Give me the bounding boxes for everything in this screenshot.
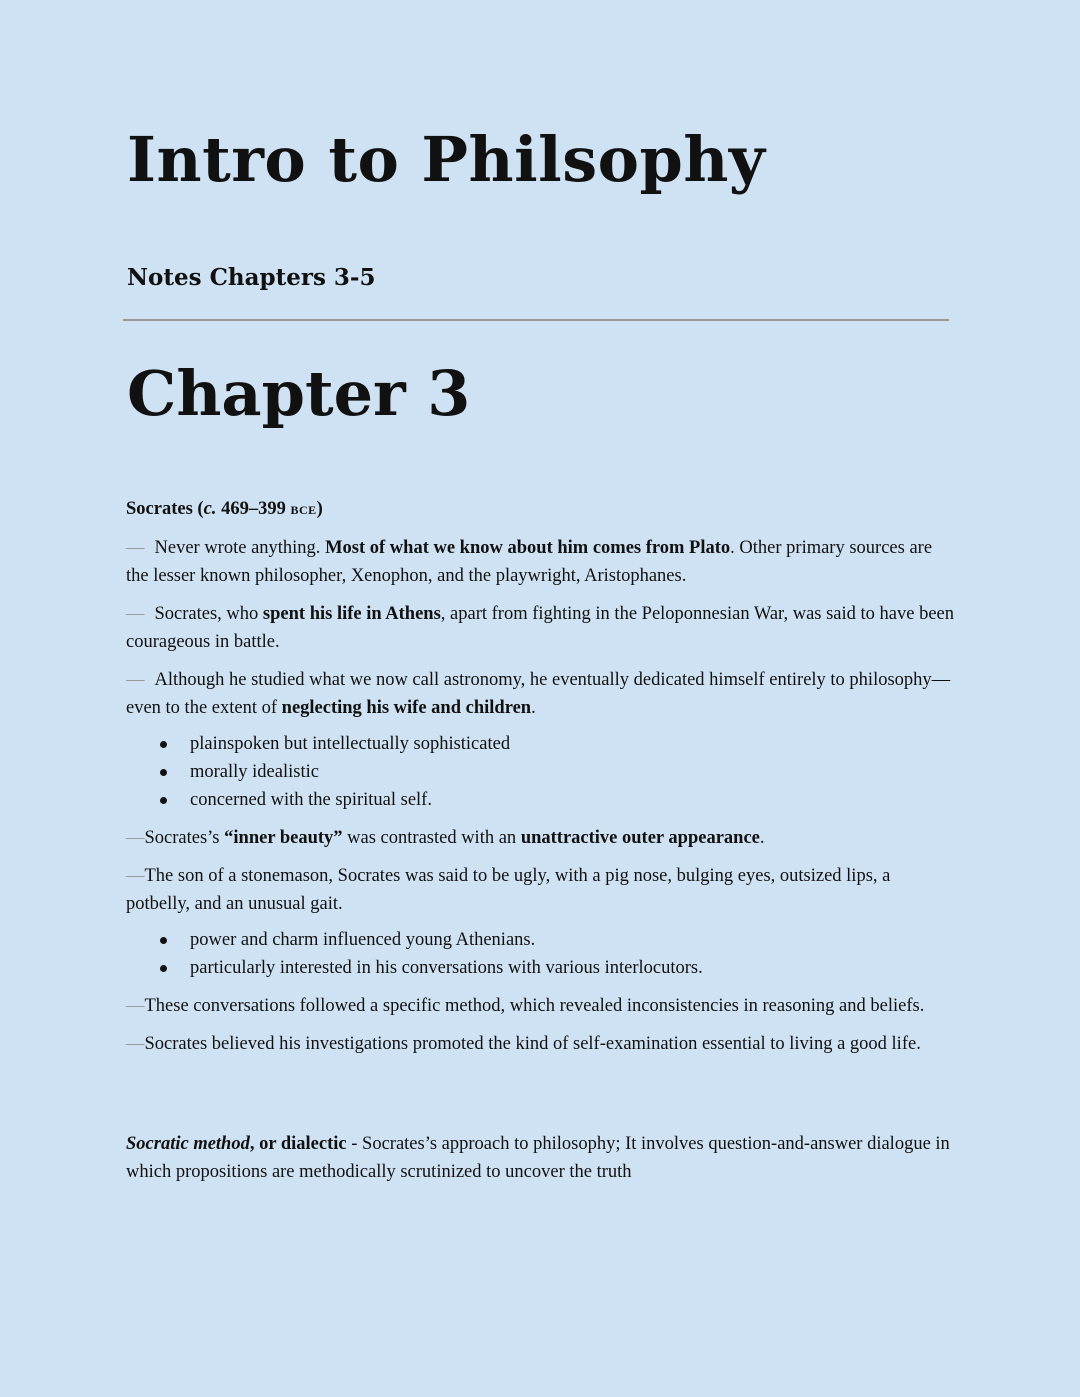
paragraph-stonemason <box>126 862 956 918</box>
paragraph-conversations <box>126 992 956 1020</box>
list-item: power and charm influenced young Athenians. <box>160 926 956 954</box>
paragraph-investigations <box>126 1030 956 1058</box>
person-heading <box>126 495 956 524</box>
dash-marker: — <box>126 996 145 1016</box>
definition-term: Socratic method <box>126 1134 250 1154</box>
paragraph-text: Never wrote anything. <box>154 538 326 558</box>
list-item: particularly interested in his conversations with various interlocutors. <box>160 954 956 982</box>
paragraph-bold-text: neglecting his wife and children <box>281 698 532 718</box>
paragraph-text: Socrates, who <box>154 604 263 624</box>
dash-marker: — <box>126 538 145 558</box>
paragraph-bold-text: “inner beauty” <box>224 828 343 848</box>
list-item: concerned with the spiritual self. <box>160 786 956 814</box>
dash-marker: — <box>126 604 145 624</box>
dash-marker: — <box>126 866 145 886</box>
person-name: Socrates <box>126 499 193 519</box>
paragraph-text: Although he studied what we now call astronomy, he eventually dedicated himself entirely to philosophy—even to the extent of <box>126 670 951 718</box>
paragraph-text: Socrates believed his investigations promoted the kind of self-examination essential to living a good life. <box>144 1034 921 1054</box>
paren-open: ( <box>192 499 204 519</box>
paren-close: ) <box>316 499 323 519</box>
paragraph-athens <box>126 600 956 656</box>
circa-abbrev: c. <box>203 499 217 519</box>
dash-marker: — <box>126 670 145 690</box>
paragraph-text: Socrates’s <box>144 828 225 848</box>
person-dates: 469–399 <box>216 499 291 519</box>
dash-marker: — <box>126 828 145 848</box>
paragraph-bold-text: spent his life in Athens <box>262 604 441 624</box>
paragraph-text: The son of a stonemason, Socrates was said to be ugly, with a pig nose, bulging eyes, outsized lips, a potbelly, and an unusual gait. <box>126 866 891 914</box>
definition-socratic-method <box>126 1130 956 1186</box>
document-subtitle: Notes Chapters 3-5 <box>127 264 376 291</box>
horizontal-divider <box>123 319 949 321</box>
section-spacer <box>126 1068 956 1130</box>
list-item: morally idealistic <box>160 758 956 786</box>
definition-text: - Socrates’s approach to philosophy; It involves question-and-answer dialogue in which propositions are methodically scrutinized to uncover the truth <box>126 1134 950 1182</box>
list-item: plainspoken but intellectually sophisticated <box>160 730 956 758</box>
chapter-heading: Chapter 3 <box>127 357 471 430</box>
paragraph-text: . Other primary sources are the lesser known philosopher, Xenophon, and the playwright, Aristophanes. <box>126 538 933 586</box>
paragraph-bold-text: unattractive outer appearance <box>520 828 760 848</box>
paragraph-text: , apart from fighting in the Peloponnesian War, was said to have been courageous in battle. <box>126 604 955 652</box>
paragraph-astronomy <box>126 666 956 722</box>
paragraph-text: . <box>531 698 536 718</box>
paragraph-bold-text: Most of what we know about him comes from Plato <box>325 538 731 558</box>
traits-list <box>126 730 956 814</box>
chapter-body <box>126 495 956 1196</box>
paragraph-never-wrote <box>126 534 956 590</box>
document-title: Intro to Philsophy <box>127 123 766 196</box>
dash-marker: — <box>126 1034 145 1054</box>
influence-list <box>126 926 956 982</box>
definition-joiner: , or dialectic <box>249 1134 347 1154</box>
paragraph-text: . <box>759 828 765 848</box>
paragraph-inner-beauty <box>126 824 956 852</box>
paragraph-text: These conversations followed a specific method, which revealed inconsistencies in reasoning and beliefs. <box>144 996 925 1016</box>
paragraph-text: was contrasted with an <box>342 828 521 848</box>
era-label: BCE <box>290 503 317 517</box>
